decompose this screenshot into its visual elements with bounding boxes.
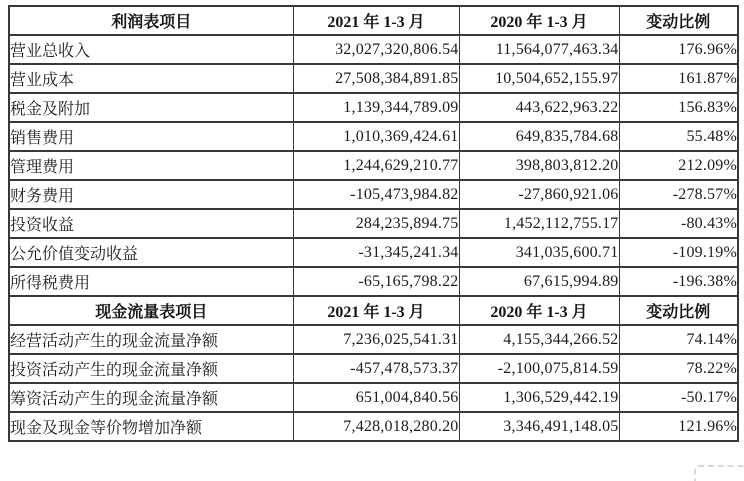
table-row bbox=[9, 64, 738, 93]
row-label: 公允价值变动收益 bbox=[9, 238, 293, 267]
row-label: 经营活动产生的现金流量净额 bbox=[9, 325, 293, 354]
value-2020: 3,346,491,148.05 bbox=[459, 412, 619, 441]
value-2020: 67,615,994.89 bbox=[459, 267, 619, 296]
value-2021: -31,345,241.34 bbox=[293, 238, 459, 267]
change-ratio: -50.17% bbox=[619, 383, 738, 412]
row-label: 营业成本 bbox=[9, 64, 293, 93]
period-2021-header: 2021 年 1-3 月 bbox=[293, 6, 459, 35]
change-ratio: -80.43% bbox=[619, 209, 738, 238]
row-label: 投资收益 bbox=[9, 209, 293, 238]
value-2021: 7,428,018,280.20 bbox=[293, 412, 459, 441]
table-row bbox=[9, 151, 738, 180]
change-ratio: 212.09% bbox=[619, 151, 738, 180]
row-label: 税金及附加 bbox=[9, 93, 293, 122]
value-2020: -2,100,075,814.59 bbox=[459, 354, 619, 383]
period-2021-header: 2021 年 1-3 月 bbox=[293, 296, 459, 325]
value-2020: 1,452,112,755.17 bbox=[459, 209, 619, 238]
value-2021: 7,236,025,541.31 bbox=[293, 325, 459, 354]
value-2020: 398,803,812.20 bbox=[459, 151, 619, 180]
period-2020-header: 2020 年 1-3 月 bbox=[459, 296, 619, 325]
table-row bbox=[9, 35, 738, 64]
table-row bbox=[9, 267, 738, 296]
change-ratio: 74.14% bbox=[619, 325, 738, 354]
change-ratio: 176.96% bbox=[619, 35, 738, 64]
cashflow-section-title: 现金流量表项目 bbox=[9, 296, 293, 325]
value-2020: 1,306,529,442.19 bbox=[459, 383, 619, 412]
row-label: 现金及现金等价物增加净额 bbox=[9, 412, 293, 441]
value-2020: 341,035,600.71 bbox=[459, 238, 619, 267]
row-label: 销售费用 bbox=[9, 122, 293, 151]
value-2020: 11,564,077,463.34 bbox=[459, 35, 619, 64]
row-label: 管理费用 bbox=[9, 151, 293, 180]
change-ratio-header: 变动比例 bbox=[619, 6, 738, 35]
table-row bbox=[9, 209, 738, 238]
income-section-title: 利润表项目 bbox=[9, 6, 293, 35]
row-label: 营业总收入 bbox=[9, 35, 293, 64]
value-2020: 649,835,784.68 bbox=[459, 122, 619, 151]
value-2021: 32,027,320,806.54 bbox=[293, 35, 459, 64]
value-2021: 1,010,369,424.61 bbox=[293, 122, 459, 151]
row-label: 所得税费用 bbox=[9, 267, 293, 296]
value-2021: 1,244,629,210.77 bbox=[293, 151, 459, 180]
change-ratio: 121.96% bbox=[619, 412, 738, 441]
value-2021: -105,473,984.82 bbox=[293, 180, 459, 209]
table-row bbox=[9, 93, 738, 122]
change-ratio: 161.87% bbox=[619, 64, 738, 93]
value-2020: 4,155,344,266.52 bbox=[459, 325, 619, 354]
change-ratio: 78.22% bbox=[619, 354, 738, 383]
table-row bbox=[9, 412, 738, 441]
table-row bbox=[9, 180, 738, 209]
period-2020-header: 2020 年 1-3 月 bbox=[459, 6, 619, 35]
table-row bbox=[9, 354, 738, 383]
change-ratio: 156.83% bbox=[619, 93, 738, 122]
change-ratio: 55.48% bbox=[619, 122, 738, 151]
change-ratio: -109.19% bbox=[619, 238, 738, 267]
value-2021: 651,004,840.56 bbox=[293, 383, 459, 412]
value-2020: 10,504,652,155.97 bbox=[459, 64, 619, 93]
income-header-row bbox=[9, 6, 738, 35]
change-ratio-header: 变动比例 bbox=[619, 296, 738, 325]
value-2021: -457,478,573.37 bbox=[293, 354, 459, 383]
table-row bbox=[9, 325, 738, 354]
change-ratio: -278.57% bbox=[619, 180, 738, 209]
cashflow-header-row bbox=[9, 296, 738, 325]
value-2020: 443,622,963.22 bbox=[459, 93, 619, 122]
table-row bbox=[9, 238, 738, 267]
value-2020: -27,860,921.06 bbox=[459, 180, 619, 209]
row-label: 财务费用 bbox=[9, 180, 293, 209]
value-2021: 27,508,384,891.85 bbox=[293, 64, 459, 93]
watermark bbox=[694, 465, 744, 481]
value-2021: 1,139,344,789.09 bbox=[293, 93, 459, 122]
value-2021: -65,165,798.22 bbox=[293, 267, 459, 296]
table-row bbox=[9, 122, 738, 151]
table-row bbox=[9, 383, 738, 412]
financial-comparison-table bbox=[8, 5, 739, 442]
row-label: 筹资活动产生的现金流量净额 bbox=[9, 383, 293, 412]
value-2021: 284,235,894.75 bbox=[293, 209, 459, 238]
change-ratio: -196.38% bbox=[619, 267, 738, 296]
row-label: 投资活动产生的现金流量净额 bbox=[9, 354, 293, 383]
